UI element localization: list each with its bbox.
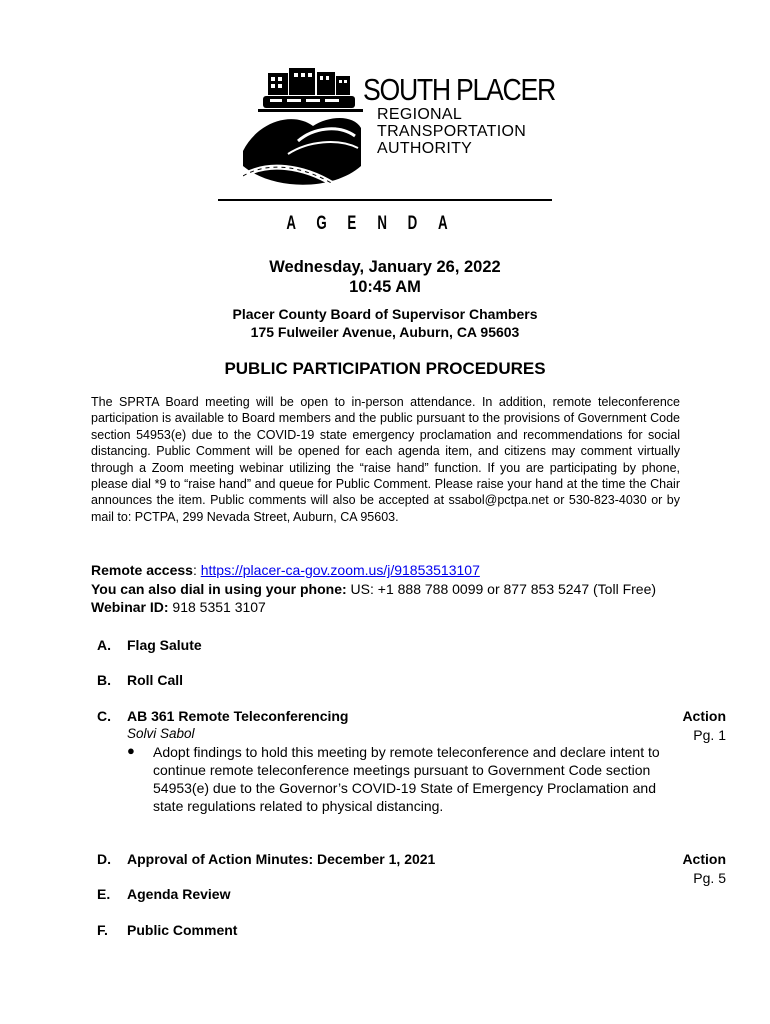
agenda-heading xyxy=(276,213,458,235)
logo-title: SOUTH PLACER xyxy=(363,72,555,107)
item-label: Roll Call xyxy=(127,672,184,688)
meeting-address: 175 Fulweiler Avenue, Auburn, CA 95603 xyxy=(250,324,520,340)
procedures-paragraph: The SPRTA Board meeting will be open to in-person attendance. In addition, remote teleconference participation is available to Board members and the public pursuant to the provisions of Government Code section 54953(e) due to the COVID-19 state emergency proclamation and recommendations for social distancing. Public Comment will be opened for each agenda item, and citizens may comment virtually through a Zoom meeting webinar utilizing the “raise hand” function. If you are participating by phone, please dial *9 to “raise hand” and queue for Public Comment. Please raise your hand at the time the Chair announces the item. Public comments will also be accepted at ssabol@pctpa.net or 530-823-4030 or by mail to: PCTPA, 299 Nevada Street, Auburn, CA 95603. xyxy=(91,395,680,524)
page-ref: Pg. 5 xyxy=(693,870,726,886)
webinar-id-value: 918 5351 3107 xyxy=(168,599,266,615)
item-c-bullet-text: Adopt findings to hold this meeting by remote teleconference and declare intent to continue remote teleconference meetings pursuant to Government Code section 54953(e) due to the Governor’s COVID-19 State of Emergency Proclamation and state regulations related to physical distancing. xyxy=(153,744,660,814)
agenda-letter: N xyxy=(377,213,387,234)
sprta-logo xyxy=(243,66,555,191)
item-label: AB 361 Remote Teleconferencing xyxy=(127,708,349,724)
agenda-letter: G xyxy=(316,213,327,234)
item-label: Approval of Action Minutes: December 1, 2021 xyxy=(127,851,436,867)
bullet-icon: ● xyxy=(127,743,135,758)
sprta-logo-emblem-icon xyxy=(243,66,368,191)
logo-line-transportation: TRANSPORTATION xyxy=(377,123,527,140)
header-divider xyxy=(218,199,552,201)
item-d-action xyxy=(682,850,726,888)
item-label: Flag Salute xyxy=(127,637,202,653)
sprta-logo-text xyxy=(363,74,586,157)
remote-access-block xyxy=(91,561,691,617)
item-label: Agenda Review xyxy=(127,886,231,902)
webinar-id-label: Webinar ID: xyxy=(91,599,169,615)
remote-access-separator: : xyxy=(192,562,201,578)
meeting-time: 10:45 AM xyxy=(349,278,421,296)
item-label: Public Comment xyxy=(127,922,238,938)
agenda-letter: A xyxy=(286,213,296,234)
action-label: Action xyxy=(682,851,726,867)
dial-in-numbers: US: +1 888 788 0099 or 877 853 5247 (Toll Free) xyxy=(346,580,657,597)
item-letter: F. xyxy=(97,922,108,938)
item-letter: B. xyxy=(97,672,111,688)
agenda-letter: D xyxy=(407,213,418,234)
procedures-title: PUBLIC PARTICIPATION PROCEDURES xyxy=(224,359,546,378)
item-c-presenter: Solvi Sabol xyxy=(127,726,195,741)
zoom-link[interactable]: https://placer-ca-gov.zoom.us/j/91853513107 xyxy=(200,562,480,578)
item-c-action xyxy=(682,707,726,745)
meeting-date: Wednesday, January 26, 2022 xyxy=(269,258,501,276)
dial-in-label: You can also dial in using your phone: xyxy=(91,580,347,597)
logo-line-authority: AUTHORITY xyxy=(377,140,473,157)
agenda-letter: E xyxy=(347,213,357,234)
item-letter: E. xyxy=(97,886,111,902)
page-ref: Pg. 1 xyxy=(693,727,726,743)
item-letter: A. xyxy=(97,637,111,653)
meeting-venue xyxy=(0,305,770,341)
remote-access-label: Remote access xyxy=(91,562,193,578)
logo-line-regional: REGIONAL xyxy=(377,106,463,123)
item-letter: C. xyxy=(97,708,111,724)
agenda-letter: A xyxy=(438,213,448,234)
item-letter: D. xyxy=(97,851,111,867)
meeting-location: Placer County Board of Supervisor Chambers xyxy=(232,306,538,322)
meeting-datetime xyxy=(0,257,770,297)
action-label: Action xyxy=(682,708,726,724)
